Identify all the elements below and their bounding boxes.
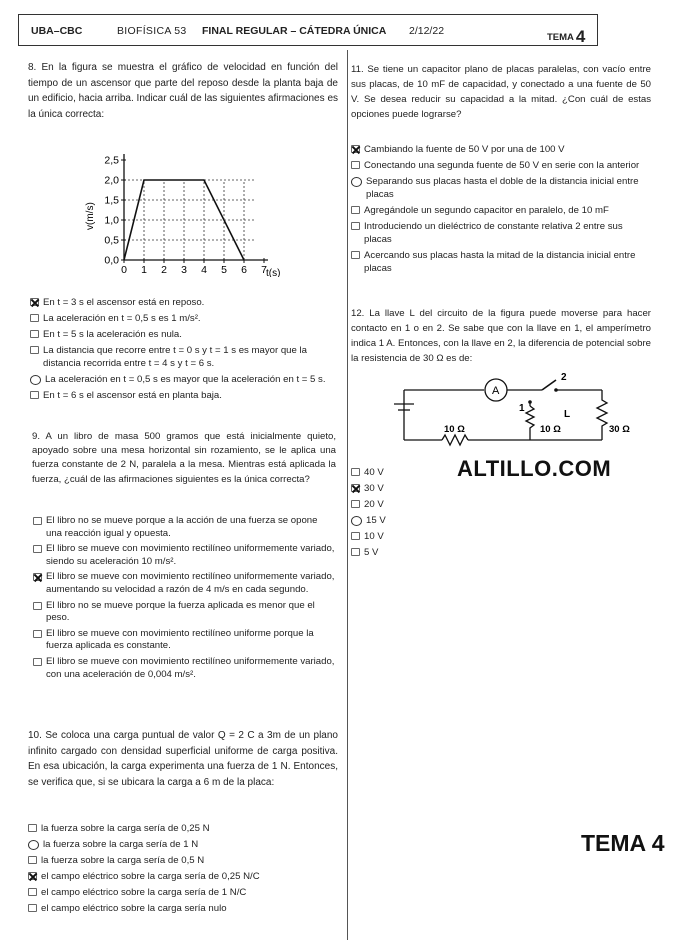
q10-option-5-text: el campo eléctrico sobre la carga sería de 1 N/C (41, 887, 247, 898)
q9-option-4-text: El libro no se mueve porque la fuerza aplicada es menor que el peso. (46, 599, 315, 624)
q8-option-5-checkbox[interactable] (30, 375, 41, 385)
q9-option-2-text: El libro se mueve con movimiento rectilíneo uniformemente variado, siendo su aceleración 10 m/s². (46, 543, 335, 567)
question-8-text: 8. En la figura se muestra el gráfico de velocidad en función del tiempo de un ascensor que parte del reposo desde la planta baja de un edificio, hacia arriba. Indicar cuál de las siguientes afirmaciones es la única correcta: (28, 62, 338, 120)
q10-option-1-text: la fuerza sobre la carga sería de 0,25 N (41, 823, 210, 834)
q11-option-4-checkbox[interactable] (351, 206, 360, 214)
q12-option-1[interactable] (351, 466, 431, 479)
q8-option-1[interactable] (30, 296, 340, 309)
q10-option-4-checkbox[interactable] (28, 872, 37, 880)
ammeter-label: A (492, 385, 500, 397)
switch-label: L (564, 409, 571, 420)
q10-option-4[interactable] (28, 870, 338, 883)
q8-option-3-text: En t = 5 s la aceleración es nula. (43, 329, 182, 340)
question-10-options (28, 822, 338, 918)
q9-option-5[interactable] (33, 628, 335, 653)
x-tick-label-4: 4 (201, 264, 207, 276)
q11-option-4-text: Agregándole un segundo capacitor en paralelo, de 10 mF (364, 205, 609, 216)
x-tick-label-1: 1 (141, 264, 147, 276)
q8-option-5-text: La aceleración en t = 0,5 s es mayor que la aceleración en t = 5 s. (45, 374, 326, 385)
q12-option-6-checkbox[interactable] (351, 548, 360, 556)
resistor-30 (597, 390, 607, 440)
q8-option-6[interactable] (30, 389, 340, 402)
q12-option-3-checkbox[interactable] (351, 500, 360, 508)
y-tick-label-3: 1,5 (104, 194, 119, 207)
q9-option-4-checkbox[interactable] (33, 602, 42, 610)
q12-option-4-checkbox[interactable] (351, 516, 362, 526)
x-tick-label-5: 5 (221, 264, 227, 276)
q11-option-5[interactable] (351, 220, 651, 246)
resistor-10-bottom (442, 435, 468, 445)
question-12-text: 12. La llave L del circuito de la figura puede moverse para hacer contacto en 1 o en 2. Se sabe que con la llave en 1, el amperímetro indica 1 A. Entonces, con la llave en 2, la diferencia de potencial sobre la resistencia de 30 Ω es de: (351, 308, 651, 364)
institution: UBA–CBC (31, 25, 83, 37)
x-tick-label-3: 3 (181, 264, 187, 276)
q9-option-3-text: El libro se mueve con movimiento rectilíneo uniformemente variado, aumentando su velocidad a razón de 4 m/s en cada segundo. (46, 571, 335, 595)
q10-option-4-text: el campo eléctrico sobre la carga sería de 0,25 N/C (41, 871, 260, 882)
q10-option-2-checkbox[interactable] (28, 840, 39, 850)
q12-option-3-text: 20 V (364, 499, 384, 510)
q11-option-4[interactable] (351, 204, 651, 217)
q12-option-3[interactable] (351, 498, 431, 511)
exam-date: 2/12/22 (409, 25, 445, 37)
column-divider (347, 50, 348, 940)
q8-option-6-checkbox[interactable] (30, 391, 39, 399)
r2-label: 10 Ω (540, 424, 561, 435)
q9-option-1-checkbox[interactable] (33, 517, 42, 525)
q9-option-3[interactable] (33, 571, 335, 596)
chart-axes (124, 154, 268, 260)
q10-option-6-checkbox[interactable] (28, 904, 37, 912)
q9-option-1-text: El libro no se mueve porque a la acción de una fuerza se opone una reacción igual y opuesta. (46, 515, 318, 539)
q12-option-4-text: 15 V (366, 515, 386, 526)
r3-label: 30 Ω (609, 424, 630, 435)
r1-label: 10 Ω (444, 424, 465, 435)
q11-option-6[interactable] (351, 249, 651, 275)
resistor-10-middle (526, 406, 534, 440)
q11-option-1-checkbox[interactable] (351, 145, 360, 153)
exam-header (18, 14, 598, 46)
question-9-options (33, 515, 335, 684)
q10-option-2-text: la fuerza sobre la carga sería de 1 N (43, 839, 199, 850)
y-axis-label: v(m/s) (85, 202, 96, 230)
y-tick-label-4: 2,0 (104, 174, 119, 187)
q9-option-6-checkbox[interactable] (33, 658, 42, 666)
q11-option-1[interactable] (351, 143, 651, 156)
q10-option-6-text: el campo eléctrico sobre la carga sería nulo (41, 903, 227, 914)
y-tick-label-5: 2,5 (104, 154, 119, 167)
q11-option-6-checkbox[interactable] (351, 251, 360, 259)
q10-option-2[interactable] (28, 838, 338, 851)
x-tick-label-2: 2 (161, 264, 167, 276)
q9-option-5-text: El libro se mueve con movimiento rectilíneo uniforme porque la fuerza aplicada es constante. (46, 627, 314, 652)
q12-option-5[interactable] (351, 530, 431, 543)
q8-option-1-text: En t = 3 s el ascensor está en reposo. (43, 297, 205, 308)
q11-option-2-checkbox[interactable] (351, 161, 360, 169)
q8-option-2-text: La aceleración en t = 0,5 s es 1 m/s². (43, 313, 201, 324)
q10-option-3[interactable] (28, 854, 338, 867)
subject: BIOFÍSICA 53 (117, 25, 187, 37)
q8-option-1-checkbox[interactable] (30, 298, 39, 306)
q12-option-2-checkbox[interactable] (351, 484, 360, 492)
q11-option-2[interactable] (351, 159, 651, 172)
q9-option-1[interactable] (33, 515, 335, 540)
x-tick-label-0: 0 (121, 264, 127, 276)
q11-option-2-text: Conectando una segunda fuente de 50 V en serie con la anterior (364, 160, 640, 171)
q10-option-1-checkbox[interactable] (28, 824, 37, 832)
q12-option-2-text: 30 V (364, 483, 384, 494)
q10-option-5-checkbox[interactable] (28, 888, 37, 896)
q9-option-6-text: El libro se mueve con movimiento rectilíneo uniformemente variado, con una aceleración de 0,004 m/s². (46, 655, 335, 680)
q8-option-4-text: La distancia que recorre entre t = 0 s y t = 1 s es mayor que la distancia recorrida entre t = 4 s y t = 6 s. (43, 345, 307, 369)
watermark: ALTILLO.COM (457, 456, 612, 481)
contact-1-label: 1 (519, 403, 525, 414)
q8-option-5[interactable] (30, 373, 340, 386)
q12-option-4[interactable] (351, 514, 431, 527)
q10-option-5[interactable] (28, 886, 338, 899)
q9-option-6[interactable] (33, 656, 335, 681)
question-10-text: 10. Se coloca una carga puntual de valor Q = 2 C a 3m de un plano infinito cargado con densidad superficial uniforme de carga positiva. En esa ubicación, la carga experimenta una fuerza de 1 N. Entonces, se verifica que, si se ubicara la carga a 6 m de la placa: (28, 730, 338, 788)
q11-option-1-text: Cambiando la fuente de 50 V por una de 100 V (364, 144, 565, 155)
q9-option-2[interactable] (33, 543, 335, 568)
chart-grid (124, 180, 254, 260)
y-tick-label-1: 0,5 (104, 234, 119, 247)
question-8-options (30, 296, 340, 405)
q11-option-3-text: Separando sus placas hasta el doble de la distancia inicial entre placas (366, 176, 639, 200)
tema-label (547, 25, 586, 46)
q11-option-5-text: Introduciendo un dieléctrico de constante relativa 2 entre sus placas (364, 221, 623, 245)
q11-option-5-checkbox[interactable] (351, 222, 360, 230)
x-tick-label-7: 7 (261, 264, 267, 276)
q8-option-2[interactable] (30, 312, 340, 325)
question-11-text: 11. Se tiene un capacitor plano de placas paralelas, con vacío entre sus placas, de 10 mF de capacidad, y conectado a una fuente de 50 V. Se desea reducir su capacidad a la mitad. ¿Con cuál de estas opciones puede lograrse? (351, 64, 651, 120)
exam-title: FINAL REGULAR – CÁTEDRA ÚNICA (202, 25, 387, 37)
q12-option-6[interactable] (351, 546, 431, 559)
x-axis-label: t(s) (266, 268, 281, 277)
q10-option-3-text: la fuerza sobre la carga sería de 0,5 N (41, 855, 205, 866)
footer-tema: TEMA 4 (581, 830, 665, 856)
switch-lever (542, 380, 556, 390)
q9-option-5-checkbox[interactable] (33, 630, 42, 638)
contact-2-label: 2 (561, 372, 567, 383)
velocity-time-chart (80, 142, 290, 277)
contact-2-dot (554, 388, 558, 392)
q8-option-2-checkbox[interactable] (30, 314, 39, 322)
q11-option-3-checkbox[interactable] (351, 177, 362, 187)
question-11-options (351, 143, 651, 278)
q12-option-2[interactable] (351, 482, 431, 495)
q10-option-6[interactable] (28, 902, 338, 915)
q11-option-6-text: Acercando sus placas hasta la mitad de la distancia inicial entre placas (364, 250, 636, 274)
q8-option-6-text: En t = 6 s el ascensor está en planta baja. (43, 390, 222, 401)
tema-number: 4 (575, 27, 586, 46)
contact-1-dot (528, 400, 532, 404)
q10-option-3-checkbox[interactable] (28, 856, 37, 864)
q8-option-3-checkbox[interactable] (30, 330, 39, 338)
q9-option-4[interactable] (33, 600, 335, 625)
y-tick-label-0: 0,0 (104, 254, 119, 267)
q9-option-3-checkbox[interactable] (33, 573, 42, 581)
circuit-diagram (384, 370, 644, 450)
q12-option-1-text: 40 V (364, 467, 384, 478)
q12-option-1-checkbox[interactable] (351, 468, 360, 476)
q10-option-1[interactable] (28, 822, 338, 835)
question-12-options (351, 466, 431, 562)
q12-option-5-checkbox[interactable] (351, 532, 360, 540)
x-tick-label-6: 6 (241, 264, 247, 276)
tema-word: TEMA (547, 32, 574, 43)
q8-option-4-checkbox[interactable] (30, 346, 39, 354)
question-9-text: 9. A un libro de masa 500 gramos que está inicialmente quieto, apoyado sobre una mesa horizontal sin rozamiento, se le aplica una fuerza constante de 2 N, paralela a la mesa. Mientras está aplicada la fuerza, ¿cuál de las afirmaciones siguientes es la única correcta? (32, 431, 336, 485)
q8-option-3[interactable] (30, 328, 340, 341)
q12-option-6-text: 5 V (364, 547, 379, 558)
q9-option-2-checkbox[interactable] (33, 545, 42, 553)
q11-option-3[interactable] (351, 175, 651, 201)
q12-option-5-text: 10 V (364, 531, 384, 542)
q8-option-4[interactable] (30, 344, 340, 370)
y-tick-label-2: 1,0 (104, 214, 119, 227)
